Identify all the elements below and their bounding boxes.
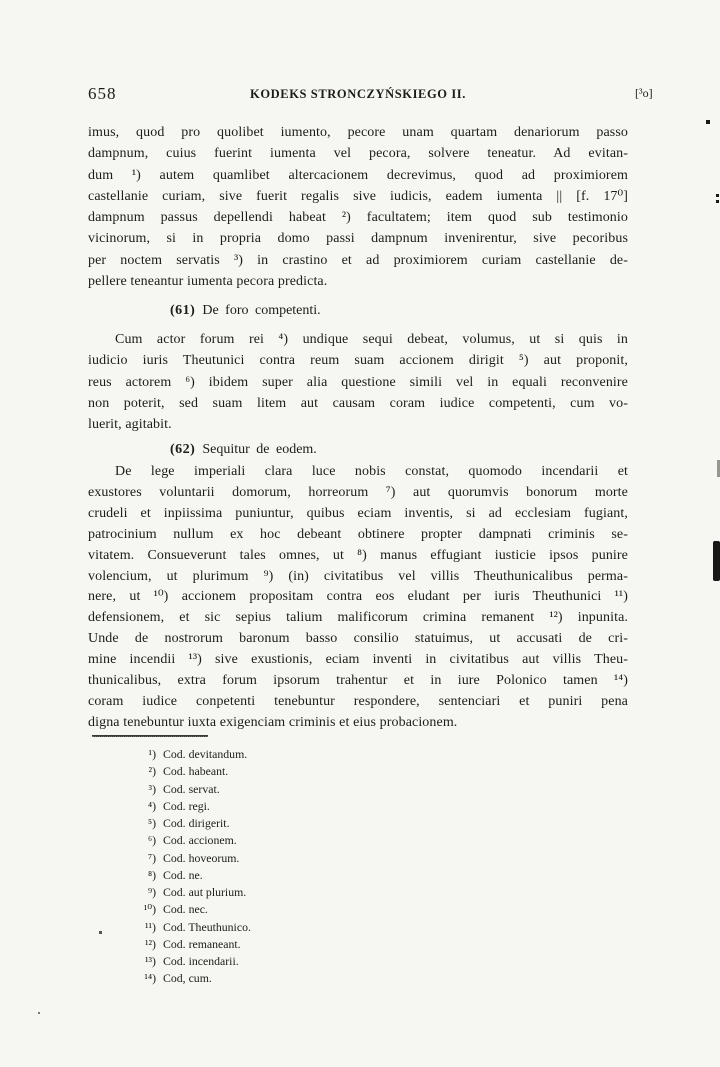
footnote-marker: ³) [148,781,156,796]
folio-mark: [³o] [635,86,653,100]
footnote-marker: ⁵) [147,816,156,830]
footnote-text: Cod. ne. [163,867,203,882]
text-line: vicinorum, si in propria domo passi dampnum invenirentur, sive pecoribus [88,231,628,247]
text-line: patrocinium nullum ex hoc debeant obtinere propter dampnati criminis se- [88,526,628,542]
text-line: vitatem. Consueverunt tales omnes, ut ⁸) manus effugiant iusticie ipsos punire [88,547,628,563]
footnote-marker: ¹¹) [144,919,156,934]
footnote-text: Cod. remaneant. [163,936,241,951]
text-line: crudeli et inpiissima puniuntur, quibus eciam inventis, si ad ecclesiam fugiant, [88,505,628,521]
text-line: nere, ut ¹⁰) accionem propositam contra eos eludant per iuris Theuthunici ¹¹) [88,589,628,605]
footnote-text: Cod. nec. [163,902,208,917]
scan-artifact [713,541,720,581]
footnote-marker: ¹⁴) [144,971,156,986]
text-line: luerit, agitabit. [88,417,172,433]
footnote [132,781,672,798]
footnote-marker: ¹²) [144,936,156,951]
footnote-marker: ¹⁰) [143,902,156,917]
footnote [132,884,672,901]
footnote [132,798,672,815]
footnote [132,815,672,832]
footnote-text: Cod, cum. [163,971,212,986]
footnote-marker: ⁹) [147,885,156,899]
scan-artifact [716,200,719,203]
footnote-text: Cod. hoveorum. [163,850,240,865]
footnote-marker: ⁷) [147,850,156,865]
text-line: mine incendii ¹³) sive exustionis, eciam inventi in civitatibus aut villis Theu- [88,652,628,668]
footnote-marker: ²) [148,764,156,779]
text-line: dampnum, cuius fuerint iumenta vel pecora, solvere teneatur. Ad evitan- [88,146,628,162]
text-line: non poterit, sed suam litem aut causam coram iudice competenti, cum vo- [88,395,628,411]
footnote [132,746,672,763]
paragraph-continuation [88,122,628,292]
running-title: KODEKS STRONCZYŃSKIEGO II. [250,87,466,101]
footnote [132,763,672,780]
footnote [132,919,672,936]
section-heading-61 [88,303,710,319]
footnote-text: Cod. aut plurium. [163,885,247,899]
footnote-marker: ¹) [148,747,156,761]
text-line: castellanie curiam, sive fuerit regalis sive iudicis, eadem iumenta || [f. 17⁰] [88,188,628,204]
section-number: (62) [170,442,196,457]
scan-artifact [99,931,102,934]
footnote [132,936,672,953]
text-line: volencium, ut plurimum ⁹) (in) civitatibus vel villis Theuthunicalibus perma- [88,568,628,584]
footnote-text: Cod. servat. [163,781,220,796]
text-line: per noctem servatis ³) in crastino et ad proximiorem curiam castellanie de- [88,252,628,268]
footnote [132,901,672,918]
text-line: thunicalibus, extra forum ipsorum trahentur et in iure Polonico tamen ¹⁴) [88,673,628,689]
footnote-text: Cod. dirigerit. [163,816,230,830]
section-number: (61) [170,303,196,318]
text-line: reus actorem ⁶) ibidem super alia questione simili vel in equali reconvenire [88,374,628,390]
text-line: Cum actor forum rei ⁴) undique sequi debeat, volumus, ut si quis in [115,332,628,347]
footnote [132,953,672,970]
text-line: coram iudice conpetenti tenebuntur respondere, sentenciari et puniri pena [88,693,628,709]
text-line: dum ¹) autem quamlibet altercacionem decrevimus, quod ad proximiorem [88,167,628,183]
text-line: defensionem, et sic sepius talium malificorum crimina remanent ¹²) inpunita. [88,610,628,626]
footnote-text: Cod. regi. [163,798,210,813]
footnote [132,850,672,867]
section-title: De foro competenti. [202,303,321,318]
footnote-text: Cod. devitandum. [163,747,248,761]
scan-artifact [706,120,710,124]
footnote [132,867,672,884]
page-header [88,84,653,104]
footnote-text: Cod. accionem. [163,833,237,848]
paragraph-section-62 [88,462,628,734]
scan-artifact [38,1012,40,1014]
text-line: exustores voluntarii domorum, horreorum ⁷) aut quorumvis bonorum morte [88,484,628,500]
footnote-marker: ⁴) [147,798,156,813]
scan-artifact [716,194,719,197]
text-line: De lege imperiali clara luce nobis constat, quomodo incendarii et [115,464,628,479]
text-line: imus, quod pro quolibet iumento, pecore unam quartam denariorum passo [88,125,628,140]
text-line: pellere teneantur iumenta pecora predicta. [88,274,328,290]
footnote-separator-rule [92,735,208,737]
section-heading-62 [88,442,710,458]
footnote-text: Cod. incendarii. [163,954,239,968]
text-line: dampnum passus depellendi habeat ²) facultatem; item quod sub testimonio [88,210,628,226]
footnote [132,832,672,849]
text-line: iudicio iuris Theutunici contra reum suam accionem dirigit ⁵) aut proponit, [88,353,628,369]
footnote-list [88,746,672,988]
footnote-marker: ¹³) [144,954,156,968]
footnote [132,970,672,987]
footnote-marker: ⁸) [147,867,156,882]
text-line: Unde de nostrorum baronum basso consilio statuimus, ut accusati de cri- [88,631,628,647]
footnote-text: Cod. habeant. [163,764,229,779]
footnote-marker: ⁶) [147,833,156,848]
paragraph-section-61 [88,329,628,435]
text-line: digna tenebuntur iuxta exigenciam criminis et eius probacionem. [88,714,458,730]
footnote-text: Cod. Theuthunico. [163,919,251,934]
section-title: Sequitur de eodem. [202,442,317,457]
page-number: 658 [88,84,117,103]
